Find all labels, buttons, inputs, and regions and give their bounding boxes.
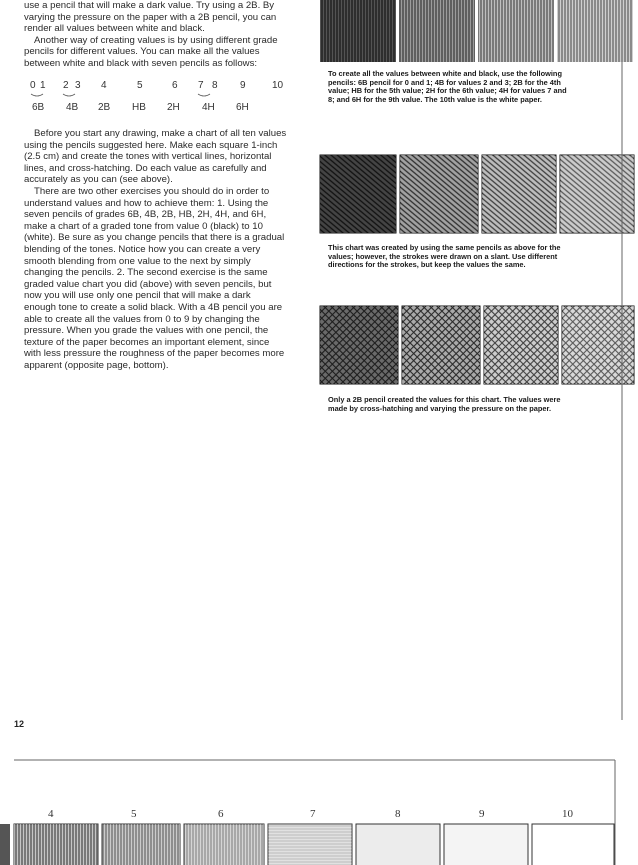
strip-value-label: 9 [479,808,485,820]
para4-line-9: graded value chart you did (above) with seven pencils, but [24,278,272,290]
para4-line-15: with less pressure the roughness of the paper becomes more [24,348,285,360]
caption-line: values; however, the strokes were drawn on a slant. Use different [328,251,558,261]
para4-line-5: (white). Be sure as you change pencils that there is a gradual [24,232,285,244]
strip-value-label: 4 [48,808,54,820]
caption-line: directions for the strokes, but keep the values the same. [328,260,526,270]
strip-value-label: 8 [395,808,401,820]
value-chart-cross-hatching [320,306,634,384]
para2-line-1: Another way of creating values is by using different grade [34,34,278,46]
page-number: 12 [14,719,25,729]
para4-line-3: seven pencils of grades 6B, 4B, 2B, HB, 2H, 4H, and 6H, [24,209,267,221]
caption-line: Only a 2B pencil created the values for this chart. The values were [328,395,561,404]
caption-line: 8; and 6H for the 9th value. The 10th value is the white paper. [328,94,542,104]
value-chart-slanted-strokes [320,155,634,233]
para2-line-2: pencils for different values. You can make all the values [24,46,260,58]
para4-line-11: enough tone to create a solid black. With a 4B pencil you are [24,301,283,313]
pencil-grade-row [26,102,296,116]
strip-value-label: 5 [131,808,137,820]
scale-value: 8 [212,80,218,91]
value-chart-vertical-strokes [320,0,633,62]
value-scale-numbers [26,80,296,94]
pencil-grade: 6B [32,102,45,113]
para3-line-3: (2.5 cm) and create the tones with vertical lines, horizontal [24,151,272,163]
para4-line-16: apparent (opposite page, bottom). [24,359,169,371]
strip-value-label: 6 [218,808,224,820]
caption-line: To create all the values between white and black, use the following [328,69,562,78]
para4-line-8: changing the pencils. 2. The second exercise is the same [24,267,268,279]
scale-value: 10 [272,80,284,91]
caption-line: This chart was created by using the same pencils as above for the [328,243,561,252]
intro-line-3: render all values between white and black. [24,23,205,35]
para3-line-4: lines, and cross-hatching. Do each value as carefully and [24,162,267,174]
strip-value-label: 10 [562,808,573,820]
para4-line-7: smooth blending from one value to the next by simply [24,255,251,267]
scale-value: 1 [40,80,46,91]
pencil-grade: 4H [202,102,215,113]
para3-line-2: using the pencils suggested here. Make each square 1-inch [24,139,278,151]
pencil-grade: 2B [98,102,111,113]
caption-line: pencils: 6B pencil for 0 and 1; 4B for values 2 and 3; 2B for the 4th [328,77,561,87]
scale-value: 7 [198,80,204,91]
scale-value: 2 [63,80,69,91]
para4-line-2: understand values and how to achieve them: 1. Using the [24,197,269,209]
para3-line-5: accurately as you can (see above). [24,174,173,186]
para4-line-1: There are two other exercises you should do in order to [34,185,270,197]
caption-line: value; HB for the 5th value; 2H for the 6th value; 4H for values 7 and [328,86,567,96]
para4-line-4: make a chart of a graded tone from value 0 (black) to 10 [24,220,263,232]
scale-value: 3 [75,80,81,91]
scale-value: 5 [137,80,143,91]
para4-line-6: blending of the tones. Notice how you can create a very [24,243,261,255]
pencil-grade: HB [132,102,146,113]
strip-value-label: 7 [310,808,316,820]
caption-chart-3 [328,396,580,413]
bottom-graded-strip [0,824,614,865]
pencil-grade: 4B [66,102,79,113]
para3-line-1: Before you start any drawing, make a chart of all ten values [34,128,287,139]
scale-value: 6 [172,80,178,91]
para4-line-10: now you will use only one pencil that will make a dark [24,290,251,302]
pencil-grade: 6H [236,102,249,113]
body-text-lower [24,128,304,371]
scale-value: 4 [101,80,107,91]
intro-line-1: use a pencil that will make a dark value. Try using a 2B. By [24,0,275,11]
scale-value: 0 [30,80,36,91]
para4-line-13: pressure. When you grade the values with one pencil, the [24,325,269,337]
scale-value: 9 [240,80,246,91]
body-text-column [24,0,304,70]
caption-chart-1 [328,70,580,104]
pencil-grade: 2H [167,102,180,113]
intro-line-2: varying the pressure on the paper with a 2B pencil, you can [24,11,277,23]
para4-line-12: able to create all the values from 0 to 9 by changing the [24,313,260,325]
caption-line: made by cross-hatching and varying the pressure on the paper. [328,403,552,413]
caption-chart-2 [328,244,580,270]
para4-line-14: texture of the paper becomes an important element, since [24,336,270,348]
para2-line-3: between white and black with seven pencils as follows: [24,57,258,69]
